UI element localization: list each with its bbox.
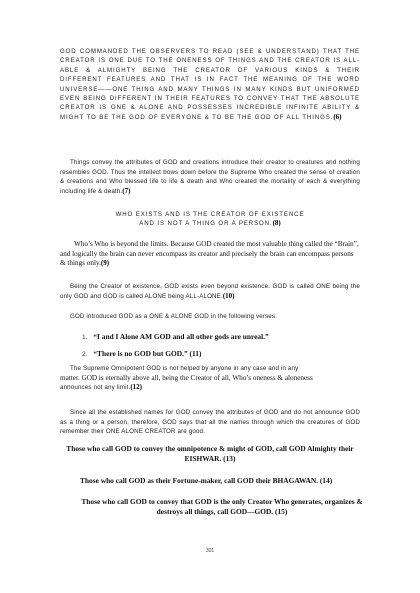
reference-number: (11) — [189, 349, 202, 358]
paragraph-text: Those who call GOD to convey that GOD is the only Creator Who generates, organizes & destroys all things, call GOD—GOD. (15) — [81, 497, 363, 516]
verse-2 — [82, 349, 372, 359]
page-number: 301 — [205, 548, 215, 554]
verse-1 — [82, 332, 372, 342]
paragraph-god — [72, 497, 372, 516]
reference-number: (6) — [333, 112, 342, 121]
paragraph-eishwar — [54, 444, 366, 463]
verse-number: 1. — [82, 334, 88, 341]
paragraph-commandment — [60, 47, 360, 122]
paragraph-text: GOD COMMANDED THE OBSERVERS TO READ (SEE & UNDERSTAND) THAT THE CREATOR IS ONE DUE TO THE ONENESS OF THINGS AND THE CREATOR IS ALL-ABLE & ALMIGHTY BEING THE CREATOR OF VARIOUS KINDS & THEIR DIFFERENT FEATURES AND THAT IS IN FACT THE MEANING OF THE WORD UNIVERSE——ONE THING AND MANY THINGS IN MANY KINDS BUT UNIFORMED EVEN BEING DIFFERENT IN THEIR FEATURES TO CONVEY THAT THE ABSOLUTE CREATOR IS ONE & ALONE AND POSSESSES INCREDIBLE INFINITE ABILITY & MIGHT TO BE THE GOD OF EVERYONE & TO BE THE GOD OF ALL THINGS. — [60, 48, 360, 121]
paragraph-text: Who’s Who is beyond the limits. Because GOD created the most valuable thing called the “Brain”, and logically the brain can never encompass its creator and precisely the brain can encompass persons & things only. — [60, 240, 359, 268]
paragraph-line: matter. GOD is eternally above all, being the Creator of all, Who’s oneness & aloneness — [60, 373, 313, 382]
verse-number: 2. — [82, 351, 88, 358]
verse-text: “I and I Alone AM GOD and all other gods are unreal.” — [93, 332, 269, 341]
paragraph-beyond-limits — [60, 240, 360, 269]
paragraph-text: Things convey the attributes of GOD and creations introduce their creator to creatures and nothing resembles GOD. Thus the intellect bows down before the Supreme Who created the sense of creation & creations and Who blessed life to life & death and Who created the mortality of each & everything including life & death. — [60, 159, 360, 195]
reference-number: (7) — [122, 186, 131, 195]
paragraph-text: Since all the established names for GOD convey the attributes of GOD and do not announce GOD as a thing or a person, therefore, GOD says that all the names through which the creatures of GOD remember their ONE ALONE CREATOR are good. — [60, 409, 360, 436]
centered-statement — [60, 210, 360, 229]
reference-number: (10) — [222, 291, 235, 300]
reference-number: (12) — [130, 383, 142, 392]
paragraph-bhagawan — [80, 476, 370, 486]
paragraph-creator-existence — [60, 282, 360, 301]
paragraph-text: Those who call GOD as their Fortune-maker, call GOD their BHAGAWAN. (14) — [80, 476, 333, 485]
paragraph-names — [60, 408, 360, 437]
paragraph-attributes — [60, 158, 360, 196]
statement-line-2: AND IS NOT A THING OR A PERSON. — [139, 220, 273, 228]
paragraph-text: Those who call GOD to convey the omnipotence & might of GOD, call GOD Almighty their EISHWAR. (13) — [66, 444, 354, 463]
reference-number: (8) — [272, 219, 281, 228]
statement-line-1: WHO EXISTS AND IS THE CREATOR OF EXISTENCE — [115, 211, 305, 218]
paragraph-omnipotent — [60, 364, 360, 393]
verse-text: “There is no GOD but GOD.” — [93, 349, 188, 358]
paragraph-line: announces not any limit. — [60, 384, 131, 392]
reference-number: (9) — [100, 259, 110, 268]
paragraph-text: GOD introduced GOD as a ONE & ALONE GOD in the following verses: — [70, 313, 277, 320]
paragraph-line: The Supreme Omnipotent GOD is not helped by anyone in any case and in any — [70, 365, 299, 372]
paragraph-verses-intro — [60, 312, 360, 322]
paragraph-text: Being the Creator of existence, GOD exists even beyond existence. GOD is called ONE being the only GOD and GOD is called ALONE being ALL-ALONE. — [60, 283, 360, 300]
